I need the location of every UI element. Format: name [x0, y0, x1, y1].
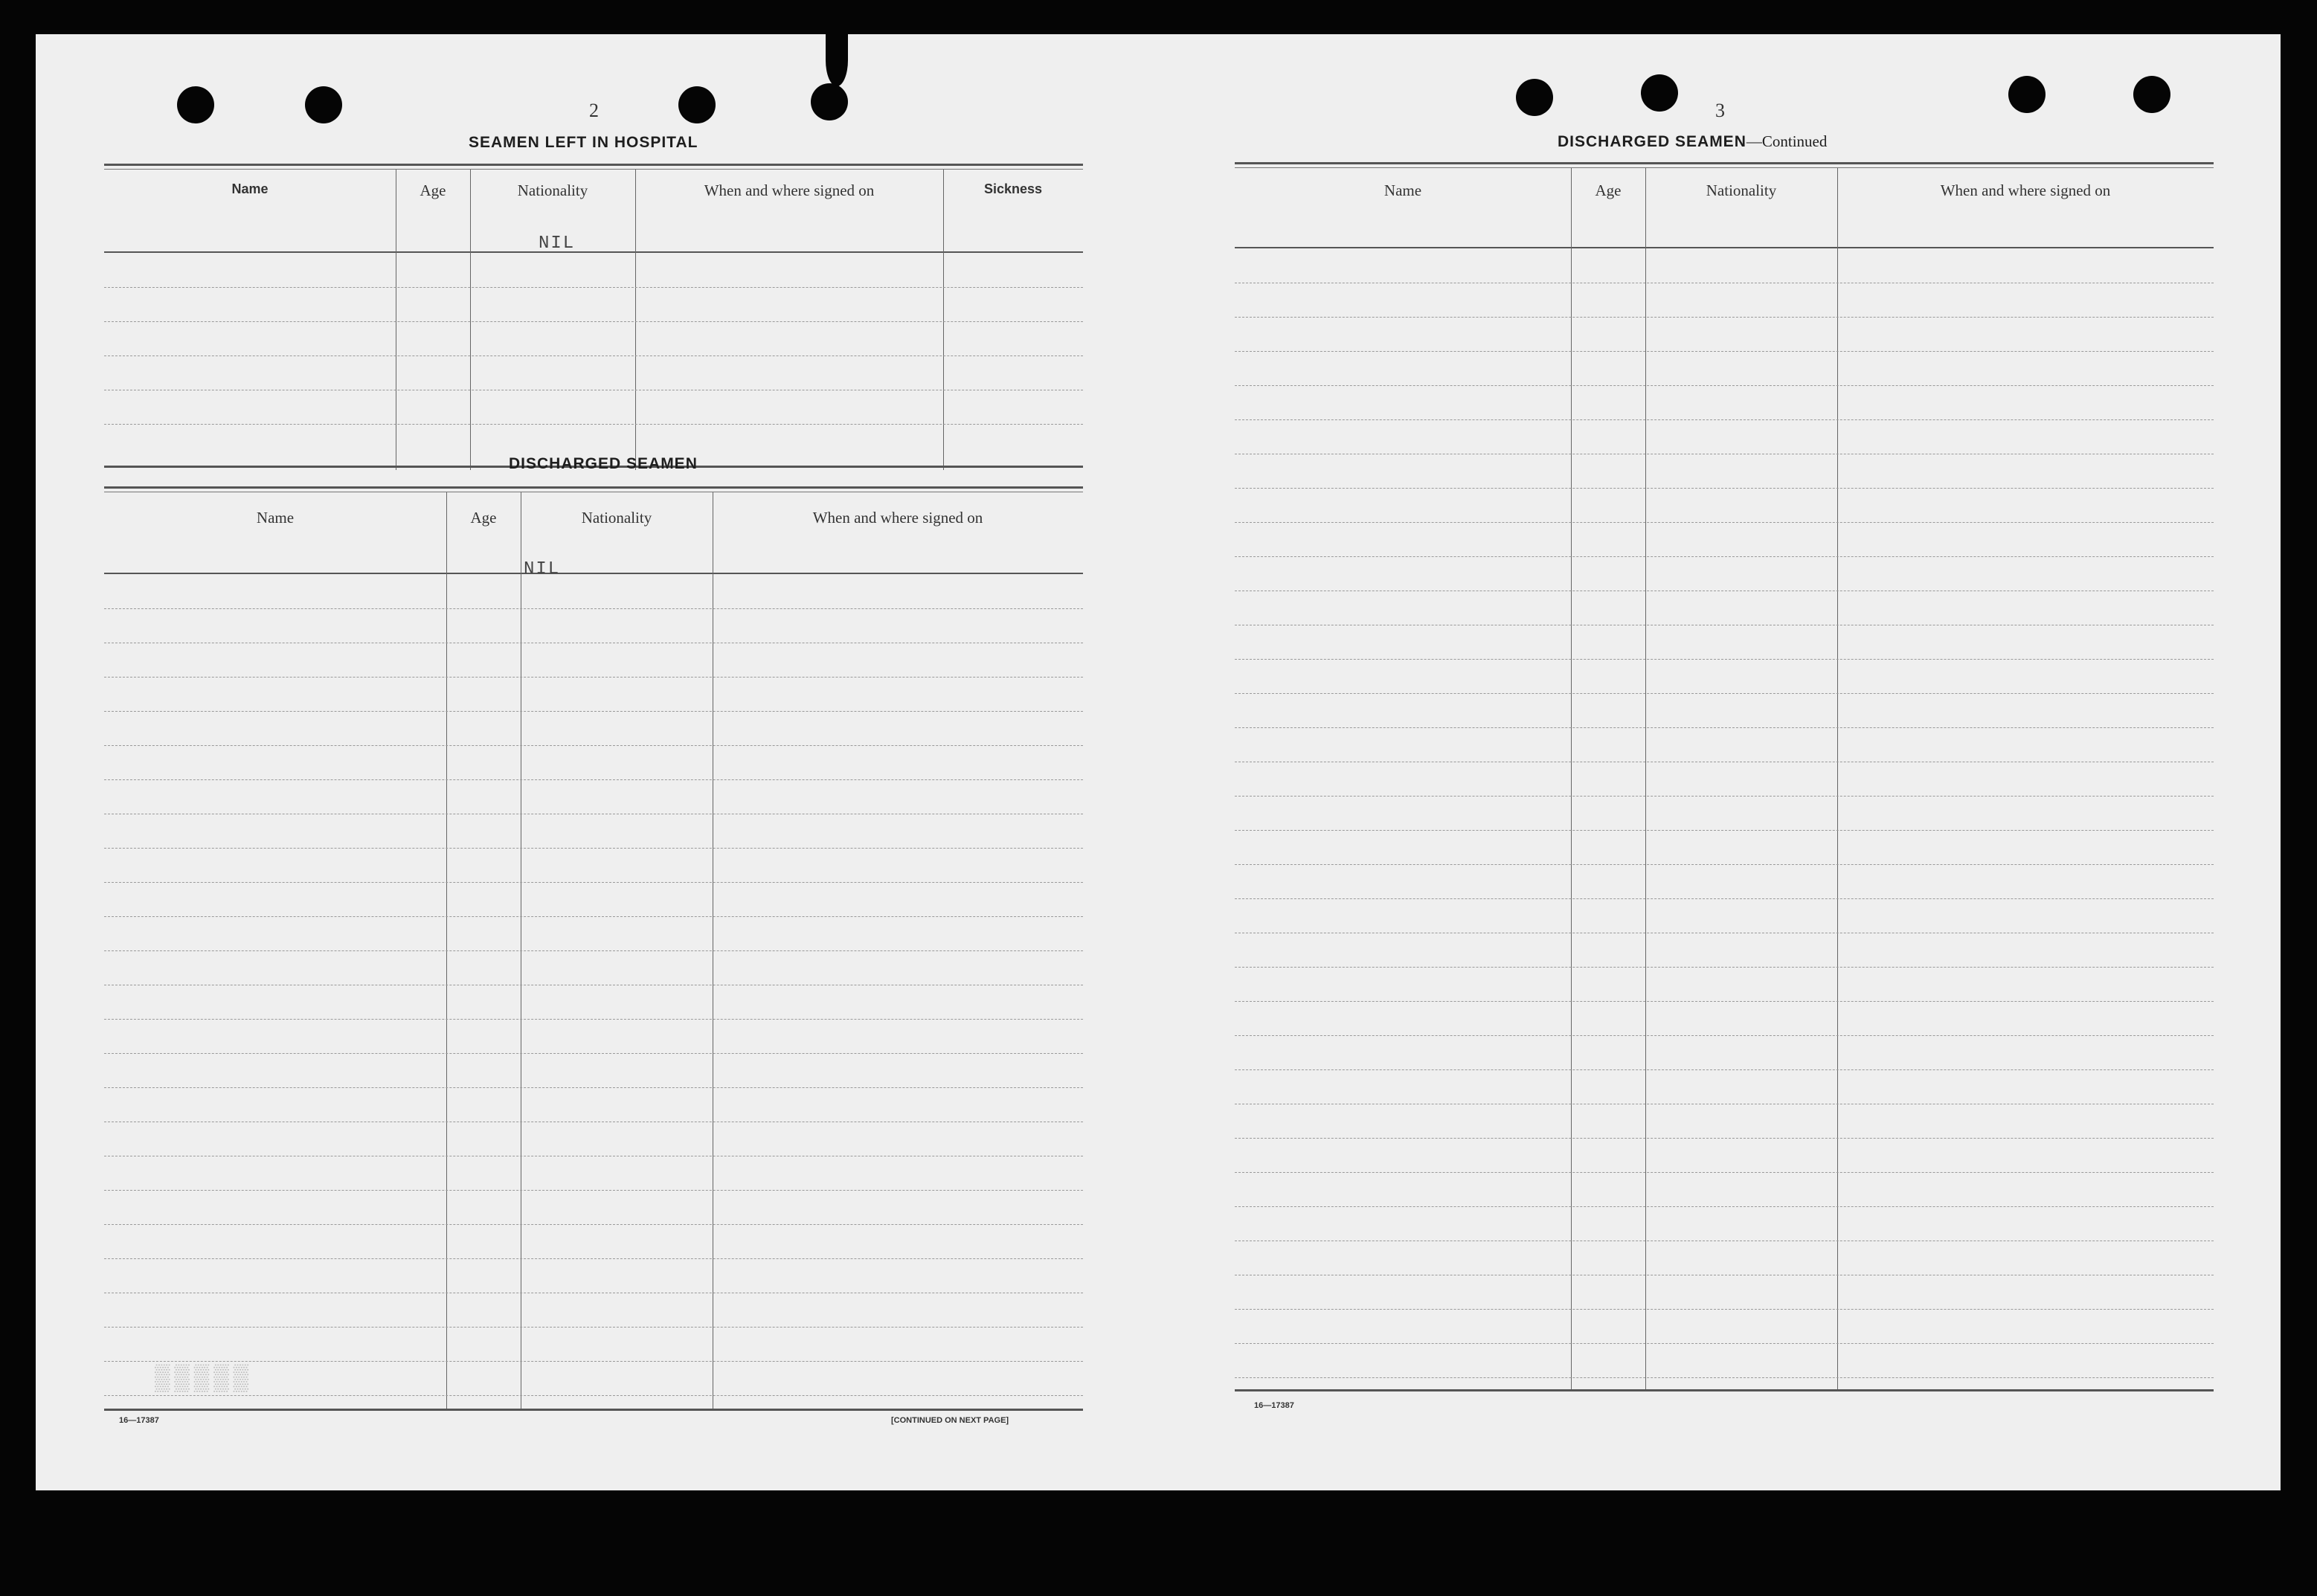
title-suffix: —Continued [1746, 132, 1828, 150]
header-nationality: Nationality [1706, 181, 1777, 199]
ruled-row-line [104, 1361, 1083, 1362]
ruled-row-line [104, 1019, 1083, 1020]
ruled-row-line [1235, 488, 2214, 489]
discharged-table [104, 486, 1083, 1409]
discharged-section-title: DISCHARGED SEAMEN [509, 455, 698, 472]
punch-hole [1516, 79, 1553, 116]
punch-hole [305, 86, 342, 123]
ruled-row-line [1235, 1206, 2214, 1207]
punch-hole [2008, 76, 2046, 113]
ruled-row-line [104, 711, 1083, 712]
ruled-row-line [104, 1258, 1083, 1259]
ruled-row-line [104, 882, 1083, 883]
ruled-row-line [104, 1224, 1083, 1225]
ruled-row-line [104, 916, 1083, 917]
discharged-continued-title [1558, 132, 1827, 151]
ledger-sheet [36, 34, 2281, 1490]
ruled-row-line [1235, 1001, 2214, 1002]
header-age: Age [1595, 181, 1622, 199]
page-number: 3 [1715, 100, 1725, 121]
ruled-row-line [1235, 1138, 2214, 1139]
ruled-row-line [104, 608, 1083, 609]
ruled-row-line [1235, 898, 2214, 899]
ruled-row-line [104, 1053, 1083, 1054]
ruled-row-line [1235, 522, 2214, 523]
paper-tear [826, 34, 848, 86]
punch-hole [811, 83, 848, 120]
discharged-continued-table [1235, 162, 2214, 1389]
header-nationality: Nationality [581, 509, 652, 527]
ruled-row-line [1235, 1343, 2214, 1344]
ruled-row-line [1235, 556, 2214, 557]
ruled-row-line [1235, 864, 2214, 865]
hospital-nil-entry: NIL [539, 234, 576, 254]
ruled-row-line [104, 1395, 1083, 1396]
ruled-row-line [104, 1190, 1083, 1191]
hospital-section-title: SEAMEN LEFT IN HOSPITAL [469, 134, 698, 151]
ruled-row-line [1235, 351, 2214, 352]
ruled-row-line [104, 677, 1083, 678]
page-number: 2 [589, 100, 599, 121]
ruled-row-line [1235, 419, 2214, 420]
header-nationality: Nationality [517, 181, 588, 199]
header-signed-on: When and where signed on [1940, 181, 2111, 199]
discharged-nil-entry: NIL [524, 559, 561, 579]
continued-note: [CONTINUED ON NEXT PAGE] [891, 1416, 1009, 1425]
ruled-row-line [1235, 385, 2214, 386]
punch-hole [678, 86, 716, 123]
ruled-row-line [104, 1327, 1083, 1328]
hospital-table [104, 164, 1083, 470]
punch-hole [177, 86, 214, 123]
ruled-row-line [1235, 659, 2214, 660]
header-name: Name [1384, 181, 1422, 199]
ruled-row-line [1235, 1377, 2214, 1378]
ruled-row-line [1235, 1069, 2214, 1070]
ruled-row-line [1235, 693, 2214, 694]
ruled-row-line [1235, 1035, 2214, 1036]
header-sickness: Sickness [983, 181, 1043, 196]
header-signed-on: When and where signed on [704, 181, 875, 199]
header-name: Name [231, 181, 269, 196]
form-number: 16—17387 [119, 1416, 159, 1425]
ruled-row-line [1235, 727, 2214, 728]
ruled-row-line [1235, 796, 2214, 797]
ruled-row-line [104, 950, 1083, 951]
ruled-row-line [1235, 967, 2214, 968]
ruled-row-line [1235, 1172, 2214, 1173]
punch-hole [2133, 76, 2170, 113]
ruled-row-line [104, 745, 1083, 746]
faded-stamp-mark: ▒▒▒▒▒ [155, 1365, 254, 1394]
ruled-row-line [1235, 830, 2214, 831]
header-name: Name [256, 509, 295, 527]
ruled-row-line [1235, 317, 2214, 318]
form-number: 16—17387 [1254, 1401, 1294, 1410]
header-signed-on: When and where signed on [812, 509, 983, 527]
title-main: DISCHARGED SEAMEN [1558, 133, 1746, 150]
ruled-row-line [1235, 1309, 2214, 1310]
punch-hole [1641, 74, 1678, 112]
header-age: Age [470, 509, 497, 527]
ruled-row-line [104, 779, 1083, 780]
ruled-row-line [104, 1087, 1083, 1088]
header-age: Age [420, 181, 446, 199]
ruled-row-line [104, 848, 1083, 849]
